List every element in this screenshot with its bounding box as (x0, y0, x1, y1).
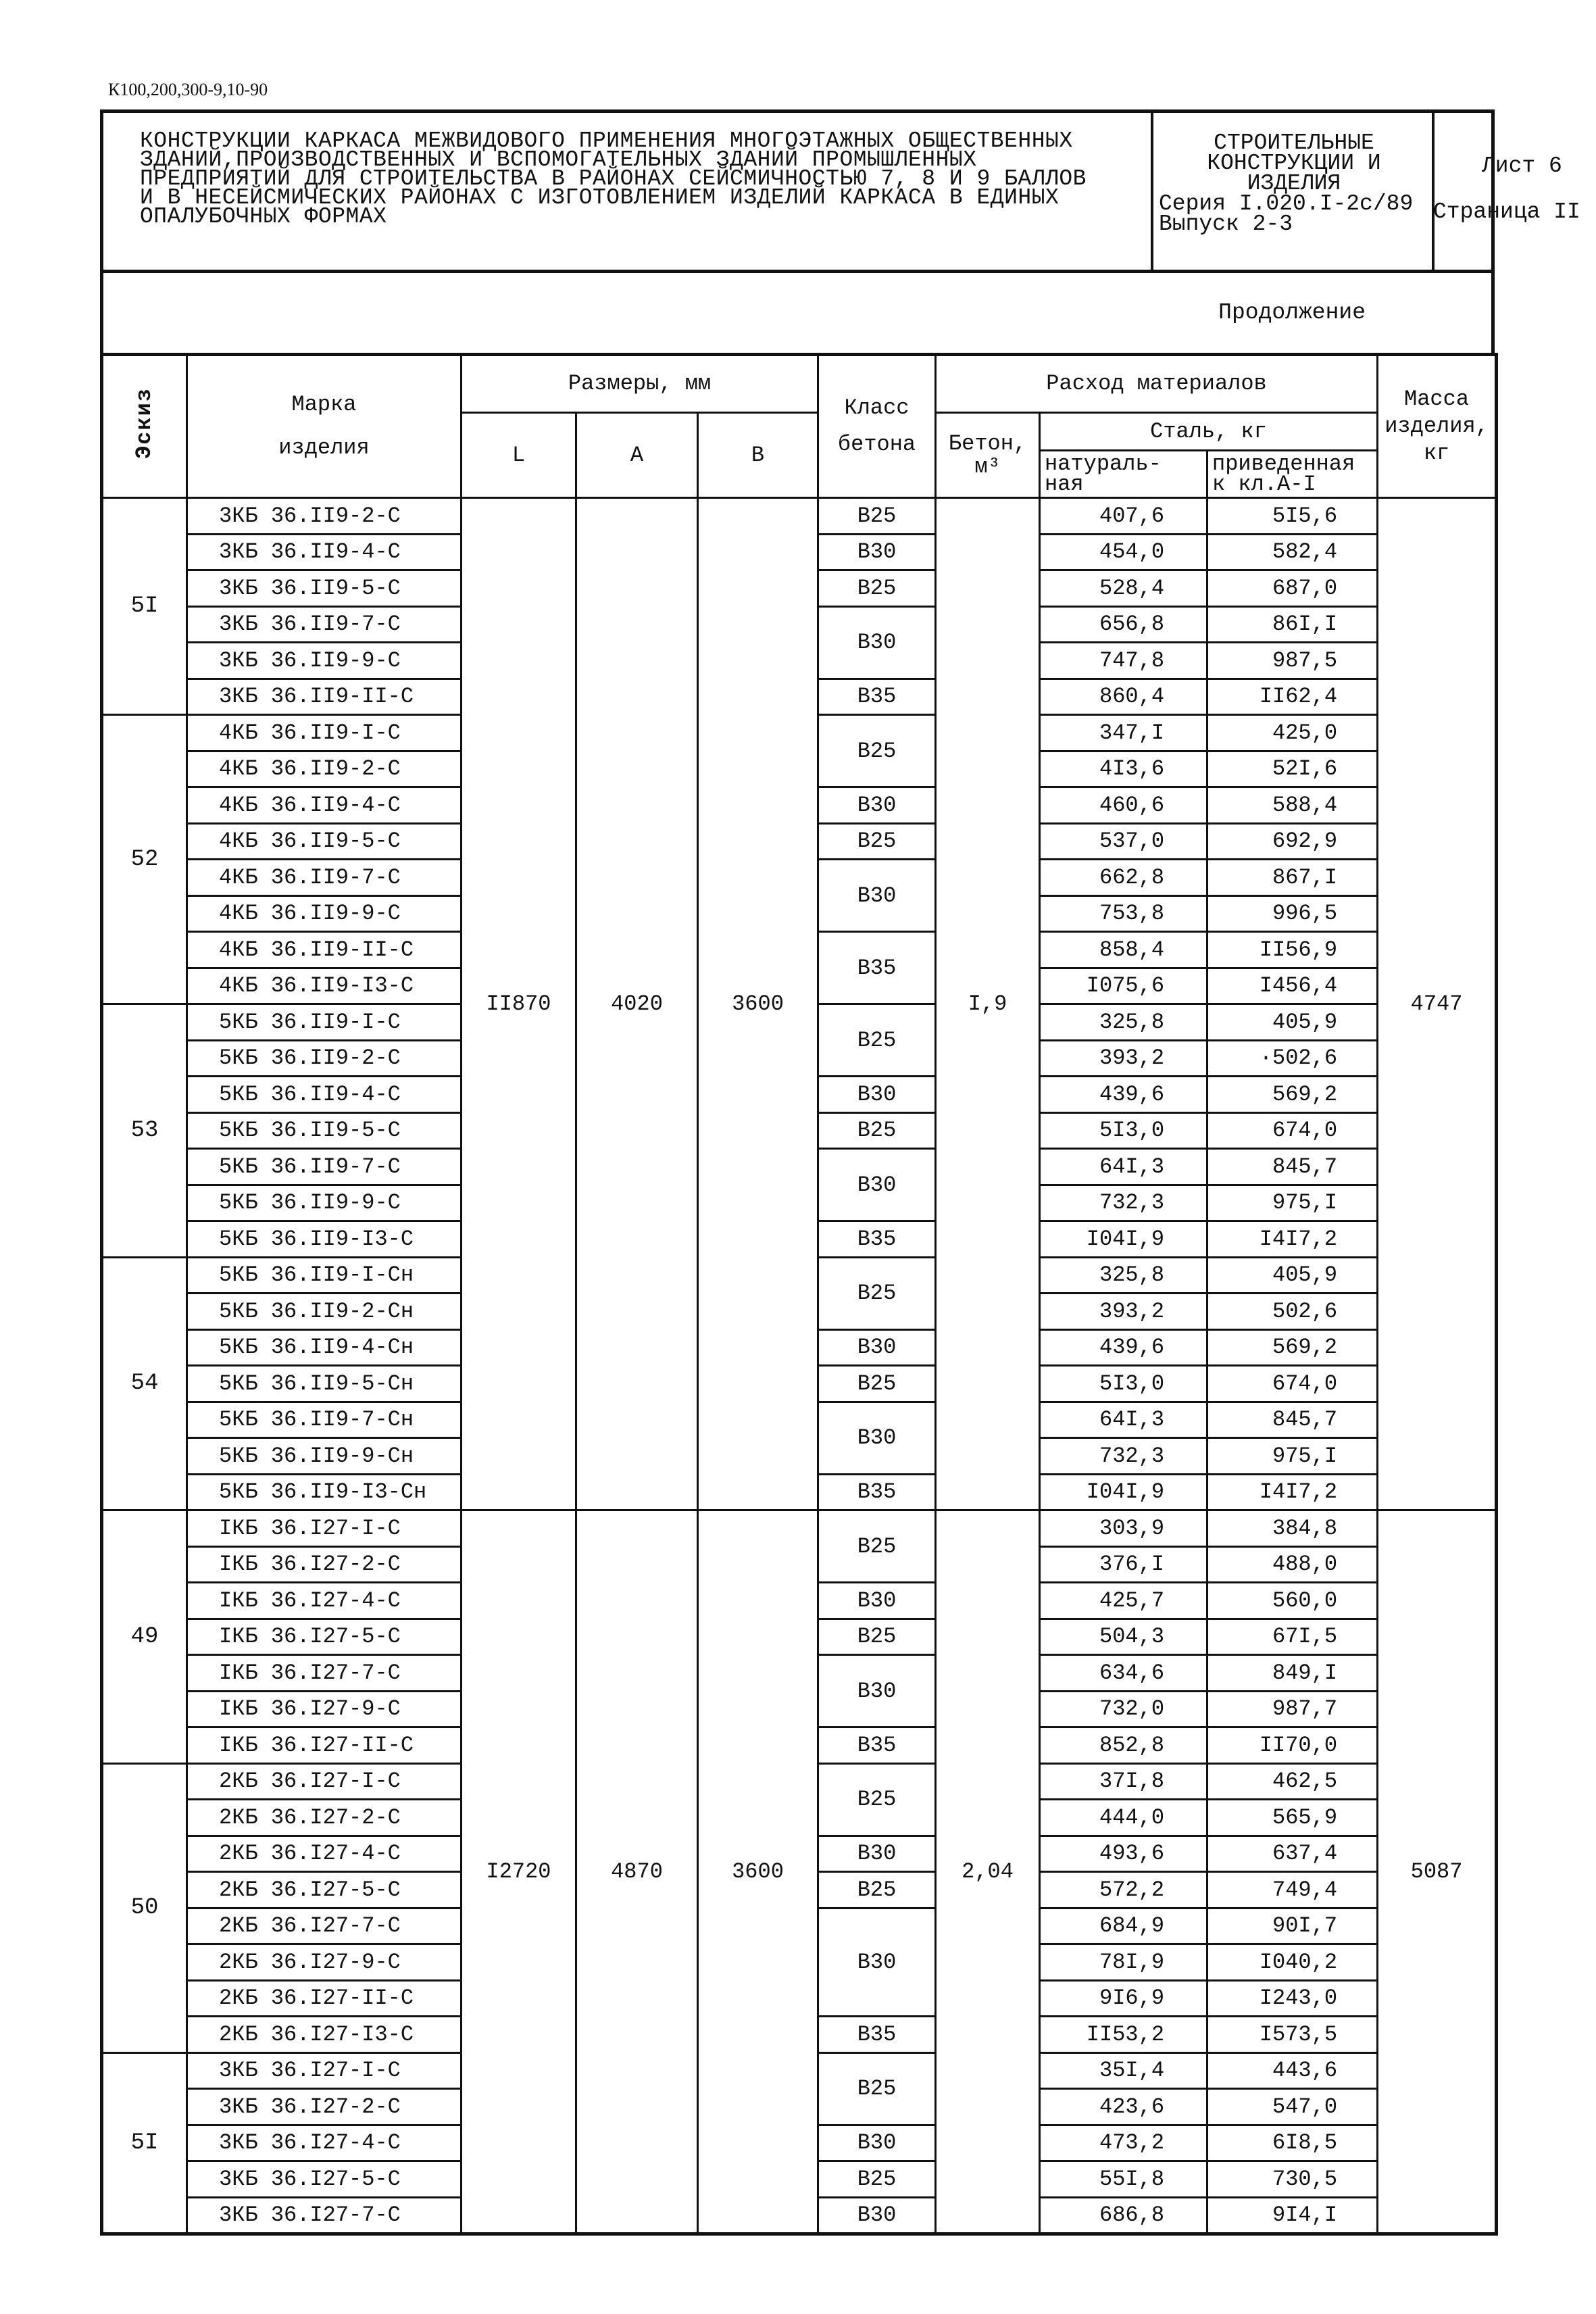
product-mark: 5КБ 36.II9-9-С (187, 1185, 462, 1221)
col-eskiz: Эскиз (102, 355, 187, 498)
product-mark: 2КБ 36.I27-5-С (187, 1872, 462, 1909)
steel-reduced: 384,8 (1207, 1510, 1378, 1547)
col-sizes: Размеры, мм (462, 355, 818, 413)
continuation-label: Продолжение (1218, 300, 1366, 325)
concrete-class: B30 (818, 534, 936, 570)
col-rashod: Расход материалов (936, 355, 1378, 413)
steel-natural: 858,4 (1040, 932, 1207, 968)
concrete-class: B35 (818, 679, 936, 715)
group-number: 5I (102, 498, 187, 715)
steel-reduced: I456,4 (1207, 968, 1378, 1004)
steel-natural: 454,0 (1040, 534, 1207, 570)
product-mark: IКБ 36.I27-7-С (187, 1655, 462, 1692)
group-number: 53 (102, 1004, 187, 1258)
product-mark: 2КБ 36.I27-I3-С (187, 2017, 462, 2053)
steel-reduced: 845,7 (1207, 1149, 1378, 1185)
col-nat: натураль- ная (1040, 451, 1207, 498)
product-mark: IКБ 36.I27-5-С (187, 1619, 462, 1655)
series-number: Серия I.020.I-2с/89 (1159, 191, 1414, 216)
steel-natural: 439,6 (1040, 1077, 1207, 1113)
group-number: 52 (102, 715, 187, 1004)
steel-natural: 572,2 (1040, 1872, 1207, 1909)
concrete-class: B30 (818, 1149, 936, 1221)
steel-natural: II53,2 (1040, 2017, 1207, 2053)
steel-natural: I075,6 (1040, 968, 1207, 1004)
steel-reduced: 867,I (1207, 860, 1378, 896)
steel-reduced: 547,0 (1207, 2089, 1378, 2125)
steel-reduced: 90I,7 (1207, 1908, 1378, 1944)
concrete-class: B35 (818, 2017, 936, 2053)
product-mark: 4КБ 36.II9-5-С (187, 823, 462, 860)
steel-natural: 537,0 (1040, 823, 1207, 860)
col-klass: Класс бетона (818, 355, 936, 498)
steel-reduced: 488,0 (1207, 1546, 1378, 1583)
product-mark: IКБ 36.I27-4-С (187, 1583, 462, 1619)
concrete-class: B25 (818, 1872, 936, 1909)
product-mark: 3КБ 36.II9-5-С (187, 570, 462, 607)
steel-natural: 37I,8 (1040, 1763, 1207, 1800)
product-mark: 3КБ 36.II9-7-С (187, 606, 462, 643)
steel-reduced: II62,4 (1207, 679, 1378, 715)
col-L: L (462, 413, 576, 498)
product-mark: 3КБ 36.II9-9-С (187, 643, 462, 679)
document-code: К100,200,300-9,10-90 (108, 80, 268, 99)
product-mark: 3КБ 36.I27-4-С (187, 2125, 462, 2161)
steel-natural: 303,9 (1040, 1510, 1207, 1547)
steel-reduced: 987,7 (1207, 1691, 1378, 1727)
steel-reduced: 845,7 (1207, 1402, 1378, 1438)
steel-natural: 656,8 (1040, 606, 1207, 643)
size-L: I2720 (462, 1510, 576, 2234)
concrete-volume: I,9 (936, 498, 1040, 1510)
product-mark: 2КБ 36.I27-4-С (187, 1836, 462, 1872)
steel-reduced: II70,0 (1207, 1727, 1378, 1764)
size-B: 3600 (698, 498, 818, 1510)
series-line2: КОНСТРУКЦИИ И (1207, 151, 1381, 176)
series-cell (1151, 113, 1435, 270)
steel-reduced: 569,2 (1207, 1329, 1378, 1366)
steel-natural: 528,4 (1040, 570, 1207, 607)
steel-reduced: 849,I (1207, 1655, 1378, 1692)
steel-natural: 325,8 (1040, 1004, 1207, 1041)
steel-reduced: 569,2 (1207, 1077, 1378, 1113)
table-row (102, 498, 1497, 535)
steel-natural: 634,6 (1040, 1655, 1207, 1692)
size-A: 4870 (576, 1510, 698, 2234)
col-massa: Масса изделия, кг (1378, 355, 1497, 498)
steel-natural: 4I3,6 (1040, 751, 1207, 787)
concrete-class: B30 (818, 1402, 936, 1474)
steel-natural: 376,I (1040, 1546, 1207, 1583)
steel-reduced: ·502,6 (1207, 1040, 1378, 1077)
concrete-class: B35 (818, 1221, 936, 1258)
product-mark: 5КБ 36.II9-4-С (187, 1077, 462, 1113)
steel-reduced: 67I,5 (1207, 1619, 1378, 1655)
concrete-class: B35 (818, 1727, 936, 1764)
group-number: 50 (102, 1763, 187, 2052)
series-line3: ИЗДЕЛИЯ (1247, 171, 1341, 196)
concrete-class: B25 (818, 498, 936, 535)
sheet-number: Лист 6 (1482, 153, 1562, 178)
concrete-class: B25 (818, 2052, 936, 2125)
product-mark: 3КБ 36.II9-4-С (187, 534, 462, 570)
concrete-class: B25 (818, 1510, 936, 1583)
steel-natural: 393,2 (1040, 1294, 1207, 1330)
steel-reduced: 975,I (1207, 1438, 1378, 1475)
concrete-class: B30 (818, 606, 936, 679)
size-A: 4020 (576, 498, 698, 1510)
steel-reduced: 5I5,6 (1207, 498, 1378, 535)
product-mass: 5087 (1378, 1510, 1497, 2234)
steel-natural: 662,8 (1040, 860, 1207, 896)
steel-natural: 439,6 (1040, 1329, 1207, 1366)
product-mark: 5КБ 36.II9-2-Сн (187, 1294, 462, 1330)
concrete-class: B30 (818, 860, 936, 932)
steel-reduced: 52I,6 (1207, 751, 1378, 787)
steel-reduced: 730,5 (1207, 2161, 1378, 2198)
concrete-class: B25 (818, 823, 936, 860)
steel-natural: 684,9 (1040, 1908, 1207, 1944)
steel-reduced: 637,4 (1207, 1836, 1378, 1872)
steel-natural: 5I3,0 (1040, 1112, 1207, 1149)
steel-reduced: 9I4,I (1207, 2197, 1378, 2234)
steel-natural: 35I,4 (1040, 2052, 1207, 2089)
col-B: B (698, 413, 818, 498)
steel-reduced: 687,0 (1207, 570, 1378, 607)
concrete-class: B30 (818, 1908, 936, 2017)
concrete-class: B25 (818, 715, 936, 787)
steel-reduced: 582,4 (1207, 534, 1378, 570)
materials-table (100, 353, 1498, 2236)
steel-reduced: 443,6 (1207, 2052, 1378, 2089)
product-mark: 3КБ 36.I27-5-С (187, 2161, 462, 2198)
product-mass: 4747 (1378, 498, 1497, 1510)
document-title: КОНСТРУКЦИИ КАРКАСА МЕЖВИДОВОГО ПРИМЕНЕНИЯ МНОГОЭТАЖНЫХ ОБЩЕСТВЕННЫХ ЗДАНИЙ,ПРОИЗВОДСТВЕННЫХ И ВСПОМОГАТЕЛЬНЫХ ЗДАНИЙ ПРОМЫШЛЕННЫХ ПРЕДПРИЯТИЙ ДЛЯ СТРОИТЕЛЬСТВА В РАЙОНАХ СЕЙСМИЧНОСТЬЮ 7, 8 И 9 БАЛЛОВ И В НЕСЕЙСМИЧЕСКИХ РАЙОНАХ С ИЗГОТОВЛЕНИЕМ ИЗДЕЛИЙ КАРКАСА В ЕДИНЫХ ОПАЛУБОЧНЫХ ФОРМАХ (140, 128, 1087, 229)
product-mark: 5КБ 36.II9-I3-С (187, 1221, 462, 1258)
steel-reduced: I243,0 (1207, 1980, 1378, 2017)
series-line1: СТРОИТЕЛЬНЫЕ (1214, 130, 1374, 155)
concrete-class: B30 (818, 2125, 936, 2161)
steel-reduced: I040,2 (1207, 1944, 1378, 1981)
steel-natural: 423,6 (1040, 2089, 1207, 2125)
steel-natural: 55I,8 (1040, 2161, 1207, 2198)
product-mark: 5КБ 36.II9-I-Сн (187, 1257, 462, 1294)
steel-natural: 753,8 (1040, 895, 1207, 932)
steel-natural: 407,6 (1040, 498, 1207, 535)
concrete-class: B25 (818, 570, 936, 607)
page-number: Страница II (1433, 199, 1580, 224)
steel-natural: 64I,3 (1040, 1402, 1207, 1438)
steel-reduced: 692,9 (1207, 823, 1378, 860)
col-stal: Сталь, кг (1040, 413, 1378, 451)
col-pri: приведенная к кл.А-I (1207, 451, 1378, 498)
steel-natural: 686,8 (1040, 2197, 1207, 2234)
steel-reduced: 996,5 (1207, 895, 1378, 932)
steel-reduced: 674,0 (1207, 1366, 1378, 1402)
steel-natural: 860,4 (1040, 679, 1207, 715)
product-mark: IКБ 36.I27-9-С (187, 1691, 462, 1727)
concrete-class: B35 (818, 1474, 936, 1510)
product-mark: 4КБ 36.II9-9-С (187, 895, 462, 932)
product-mark: 4КБ 36.II9-7-С (187, 860, 462, 896)
steel-reduced: 560,0 (1207, 1583, 1378, 1619)
concrete-class: B25 (818, 1366, 936, 1402)
steel-natural: 493,6 (1040, 1836, 1207, 1872)
product-mark: 2КБ 36.I27-II-С (187, 1980, 462, 2017)
steel-reduced: 588,4 (1207, 787, 1378, 824)
steel-reduced: I4I7,2 (1207, 1474, 1378, 1510)
steel-natural: 852,8 (1040, 1727, 1207, 1764)
product-mark: 5КБ 36.II9-I-С (187, 1004, 462, 1041)
product-mark: 3КБ 36.I27-2-С (187, 2089, 462, 2125)
product-mark: 5КБ 36.II9-I3-Сн (187, 1474, 462, 1510)
steel-natural: 9I6,9 (1040, 1980, 1207, 2017)
steel-reduced: 86I,I (1207, 606, 1378, 643)
product-mark: 4КБ 36.II9-4-С (187, 787, 462, 824)
steel-natural: I04I,9 (1040, 1221, 1207, 1258)
product-mark: 5КБ 36.II9-9-Сн (187, 1438, 462, 1475)
product-mark: 4КБ 36.II9-I-С (187, 715, 462, 752)
steel-natural: 347,I (1040, 715, 1207, 752)
steel-reduced: 987,5 (1207, 643, 1378, 679)
steel-natural: 504,3 (1040, 1619, 1207, 1655)
concrete-class: B30 (818, 1583, 936, 1619)
concrete-class: B30 (818, 1077, 936, 1113)
col-beton: Бетон, м³ (936, 413, 1040, 498)
title-block (100, 109, 1580, 273)
steel-natural: 64I,3 (1040, 1149, 1207, 1185)
concrete-class: B30 (818, 1655, 936, 1727)
steel-reduced: 405,9 (1207, 1257, 1378, 1294)
steel-natural: 732,0 (1040, 1691, 1207, 1727)
steel-natural: 393,2 (1040, 1040, 1207, 1077)
product-mark: IКБ 36.I27-2-С (187, 1546, 462, 1583)
product-mark: 5КБ 36.II9-7-С (187, 1149, 462, 1185)
concrete-class: B25 (818, 1112, 936, 1149)
col-A: A (576, 413, 698, 498)
size-B: 3600 (698, 1510, 818, 2234)
steel-natural: 473,2 (1040, 2125, 1207, 2161)
steel-natural: I04I,9 (1040, 1474, 1207, 1510)
steel-reduced: 462,5 (1207, 1763, 1378, 1800)
concrete-class: B30 (818, 787, 936, 824)
table-row (102, 1510, 1497, 1547)
sheet-cell (1432, 113, 1580, 270)
concrete-class: B30 (818, 2197, 936, 2234)
steel-natural: 78I,9 (1040, 1944, 1207, 1981)
product-mark: 2КБ 36.I27-9-С (187, 1944, 462, 1981)
product-mark: 2КБ 36.I27-I-С (187, 1763, 462, 1800)
concrete-class: B35 (818, 932, 936, 1004)
concrete-class: B25 (818, 2161, 936, 2198)
product-mark: 5КБ 36.II9-5-Сн (187, 1366, 462, 1402)
steel-natural: 5I3,0 (1040, 1366, 1207, 1402)
concrete-class: B25 (818, 1619, 936, 1655)
steel-natural: 732,3 (1040, 1185, 1207, 1221)
concrete-class: B30 (818, 1836, 936, 1872)
steel-reduced: 975,I (1207, 1185, 1378, 1221)
concrete-volume: 2,04 (936, 1510, 1040, 2234)
product-mark: 5КБ 36.II9-5-С (187, 1112, 462, 1149)
product-mark: IКБ 36.I27-II-С (187, 1727, 462, 1764)
steel-natural: 325,8 (1040, 1257, 1207, 1294)
steel-natural: 425,7 (1040, 1583, 1207, 1619)
steel-reduced: 425,0 (1207, 715, 1378, 752)
product-mark: 5КБ 36.II9-2-С (187, 1040, 462, 1077)
product-mark: 3КБ 36.I27-I-С (187, 2052, 462, 2089)
steel-reduced: II56,9 (1207, 932, 1378, 968)
continuation-bar (100, 273, 1495, 355)
product-mark: 3КБ 36.II9-II-С (187, 679, 462, 715)
product-mark: 5КБ 36.II9-4-Сн (187, 1329, 462, 1366)
concrete-class: B25 (818, 1004, 936, 1077)
group-number: 5I (102, 2052, 187, 2234)
group-number: 54 (102, 1257, 187, 1510)
product-mark: 5КБ 36.II9-7-Сн (187, 1402, 462, 1438)
steel-natural: 444,0 (1040, 1800, 1207, 1836)
product-mark: 3КБ 36.I27-7-С (187, 2197, 462, 2234)
size-L: II870 (462, 498, 576, 1510)
steel-reduced: 405,9 (1207, 1004, 1378, 1041)
concrete-class: B25 (818, 1763, 936, 1836)
concrete-class: B25 (818, 1257, 936, 1329)
steel-reduced: 502,6 (1207, 1294, 1378, 1330)
steel-reduced: I573,5 (1207, 2017, 1378, 2053)
issue-number: Выпуск 2-3 (1159, 212, 1293, 237)
product-mark: 2КБ 36.I27-2-С (187, 1800, 462, 1836)
steel-reduced: 6I8,5 (1207, 2125, 1378, 2161)
product-mark: 2КБ 36.I27-7-С (187, 1908, 462, 1944)
steel-reduced: 749,4 (1207, 1872, 1378, 1909)
product-mark: 4КБ 36.II9-2-С (187, 751, 462, 787)
steel-reduced: 565,9 (1207, 1800, 1378, 1836)
steel-reduced: I4I7,2 (1207, 1221, 1378, 1258)
steel-natural: 732,3 (1040, 1438, 1207, 1475)
steel-reduced: 674,0 (1207, 1112, 1378, 1149)
group-number: 49 (102, 1510, 187, 1764)
concrete-class: B30 (818, 1329, 936, 1366)
product-mark: 3КБ 36.II9-2-С (187, 498, 462, 535)
product-mark: IКБ 36.I27-I-С (187, 1510, 462, 1547)
col-marka: Марка изделия (187, 355, 462, 498)
product-mark: 4КБ 36.II9-II-С (187, 932, 462, 968)
product-mark: 4КБ 36.II9-I3-С (187, 968, 462, 1004)
steel-natural: 460,6 (1040, 787, 1207, 824)
steel-natural: 747,8 (1040, 643, 1207, 679)
